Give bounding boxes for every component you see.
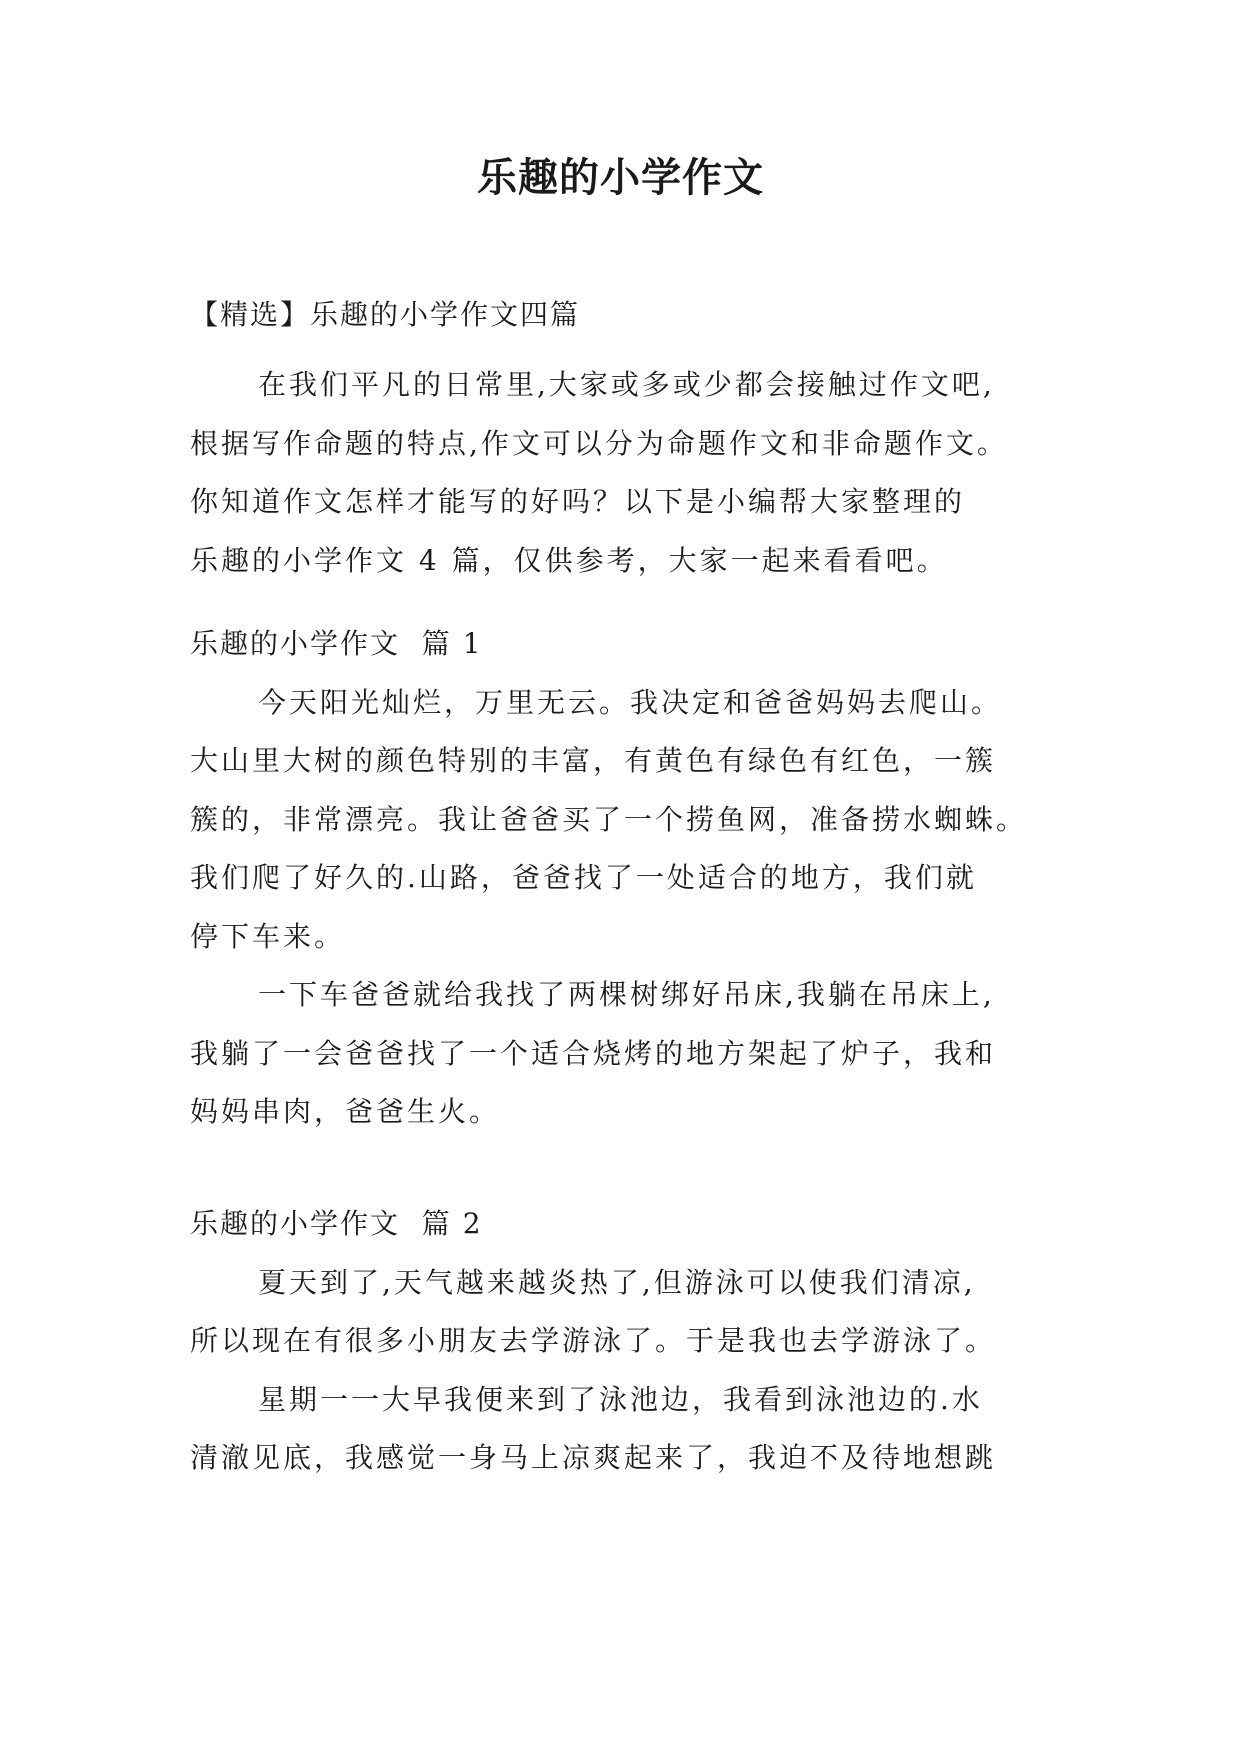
essay-1 [190, 615, 1070, 1142]
essay-2-line: 夏天到了,天气越来越炎热了,但游泳可以使我们清凉, [258, 1265, 976, 1299]
essay-1-line: 我躺了一会爸爸找了一个适合烧烤的地方架起了炉子，我和 [190, 1036, 997, 1070]
intro-line: 乐趣的小学作文 4 篇，仅供参考，大家一起来看看吧。 [190, 543, 948, 577]
essay-2-heading: 乐趣的小学作文 篇 2 [190, 1207, 483, 1240]
essay-1-line: 妈妈串肉，爸爸生火。 [190, 1095, 501, 1128]
intro-line: 你知道作文怎样才能写的好吗？以下是小编帮大家整理的 [190, 485, 966, 518]
document-subtitle: 【精选】乐趣的小学作文四篇 [190, 298, 581, 331]
essay-1-line: 我们爬了好久的.山路，爸爸找了一处适合的地方，我们就 [190, 861, 977, 894]
essay-1-line: 大山里大树的颜色特别的丰富，有黄色有绿色有红色，一簇 [190, 744, 997, 777]
essay-1-heading: 乐趣的小学作文 篇 1 [190, 627, 483, 660]
document-title: 乐趣的小学作文 [477, 154, 764, 201]
essay-1-line: 停下车来。 [190, 919, 346, 953]
intro-paragraph [190, 356, 1070, 590]
essay-2-line: 星期一一大早我便来到了泳池边，我看到泳池边的.水 [258, 1382, 983, 1416]
essay-1-line: 一下车爸爸就给我找了两棵树绑好吊床,我躺在吊床上, [258, 978, 995, 1011]
intro-line: 在我们平凡的日常里,大家或多或少都会接触过作文吧, [258, 368, 995, 401]
essay-1-line: 今天阳光灿烂，万里无云。我决定和爸爸妈妈去爬山。 [258, 685, 1003, 719]
intro-line: 根据写作命题的特点,作文可以分为命题作文和非命题作文。 [190, 426, 1008, 460]
essay-2-line: 所以现在有很多小朋友去学游泳了。于是我也去学游泳了。 [190, 1324, 997, 1357]
essay-2 [190, 1195, 1070, 1488]
essay-1-line: 簇的，非常漂亮。我让爸爸买了一个捞鱼网，准备捞水蜘蛛。 [190, 802, 1028, 836]
essay-2-line: 清澈见底，我感觉一身马上凉爽起来了，我迫不及待地想跳 [190, 1441, 997, 1474]
